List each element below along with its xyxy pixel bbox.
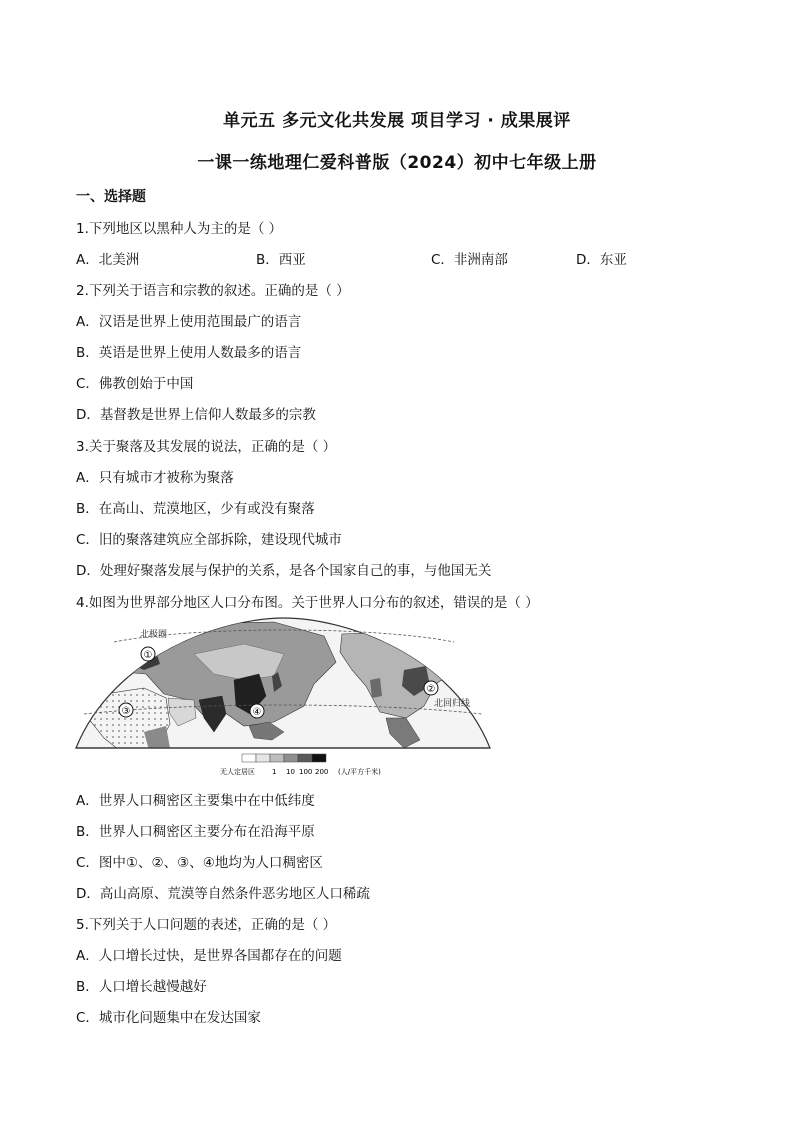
document-title: 单元五 多元文化共发展 项目学习 · 成果展评 — [223, 111, 571, 131]
question-2-option-d[interactable]: D．基督教是世界上信仰人数最多的宗教 — [76, 407, 316, 423]
svg-text:①: ① — [143, 650, 153, 661]
section-heading: 一、选择题 — [76, 189, 146, 205]
svg-text:③: ③ — [121, 706, 131, 717]
question-3-stem: 3.关于聚落及其发展的说法，正确的是（ ） — [76, 439, 337, 455]
question-3-option-a[interactable]: A．只有城市才被称为聚落 — [76, 470, 234, 486]
question-4-option-a[interactable]: A．世界人口稠密区主要集中在中低纬度 — [76, 793, 315, 809]
question-1-stem: 1.下列地区以黑种人为主的是（ ） — [76, 221, 283, 237]
tropic-label: 北回归线 — [434, 699, 471, 709]
question-5-option-c[interactable]: C．城市化问题集中在发达国家 — [76, 1010, 261, 1026]
question-2-option-b[interactable]: B．英语是世界上使用人数最多的语言 — [76, 345, 302, 361]
question-5-option-b[interactable]: B．人口增长越慢越好 — [76, 979, 207, 995]
legend-swatch-0 — [242, 754, 256, 762]
question-1-option-a[interactable]: A．北美洲 — [76, 252, 140, 268]
legend-swatch-4 — [298, 754, 312, 762]
question-5-option-a[interactable]: A．人口增长过快，是世界各国都存在的问题 — [76, 948, 342, 964]
us-west-shape — [370, 678, 382, 698]
question-4-stem: 4.如图为世界部分地区人口分布图。关于世界人口分布的叙述，错误的是（ ） — [76, 595, 539, 611]
question-2-option-c[interactable]: C．佛教创始于中国 — [76, 376, 194, 392]
marker-4 — [250, 704, 264, 718]
question-1-option-b[interactable]: B．西亚 — [256, 252, 306, 268]
legend-label-200: 200 — [315, 768, 329, 776]
arctic-circle-label: 北极圈 — [140, 630, 168, 640]
legend-swatch-5 — [312, 754, 326, 762]
document-subtitle: 一课一练地理仁爱科普版（2024）初中七年级上册 — [197, 153, 597, 173]
legend-swatch-2 — [270, 754, 284, 762]
legend-swatch-1 — [256, 754, 270, 762]
question-4-option-b[interactable]: B．世界人口稠密区主要分布在沿海平原 — [76, 824, 315, 840]
greenland-shape — [410, 616, 454, 638]
question-1-option-d[interactable]: D．东亚 — [576, 252, 627, 268]
question-3-option-d[interactable]: D．处理好聚落发展与保护的关系，是各个国家自己的事，与他国无关 — [76, 563, 492, 579]
question-3-option-c[interactable]: C．旧的聚落建筑应全部拆除，建设现代城市 — [76, 532, 342, 548]
question-1-options — [76, 248, 716, 268]
question-2-stem: 2.下列关于语言和宗教的叙述。正确的是（ ） — [76, 283, 350, 299]
legend-swatch-3 — [284, 754, 298, 762]
legend-label-10: 10 — [286, 768, 295, 776]
legend-label-1: 1 — [272, 768, 277, 776]
question-5-stem: 5.下列关于人口问题的表述，正确的是（ ） — [76, 917, 337, 933]
question-1-option-c[interactable]: C．非洲南部 — [431, 252, 508, 268]
svg-text:②: ② — [426, 684, 436, 695]
question-4-option-d[interactable]: D．高山高原、荒漠等自然条件恶劣地区人口稀疏 — [76, 886, 370, 902]
legend-label-unit: (人/平方千米) — [338, 768, 381, 776]
svg-text:④: ④ — [252, 707, 262, 718]
marker-2 — [424, 681, 438, 695]
marker-3 — [119, 703, 133, 717]
legend-label-100: 100 — [299, 768, 313, 776]
question-4-option-c[interactable]: C．图中①、②、③、④地均为人口稠密区 — [76, 855, 323, 871]
question-2-option-a[interactable]: A．汉语是世界上使用范围最广的语言 — [76, 314, 302, 330]
legend-svg — [220, 752, 420, 782]
legend-swatches — [242, 754, 326, 762]
question-3-option-b[interactable]: B．在高山、荒漠地区，少有或没有聚落 — [76, 501, 315, 517]
map-legend — [220, 752, 420, 782]
marker-1 — [141, 647, 155, 661]
legend-label-uninhabited: 无人定居区 — [220, 768, 255, 776]
